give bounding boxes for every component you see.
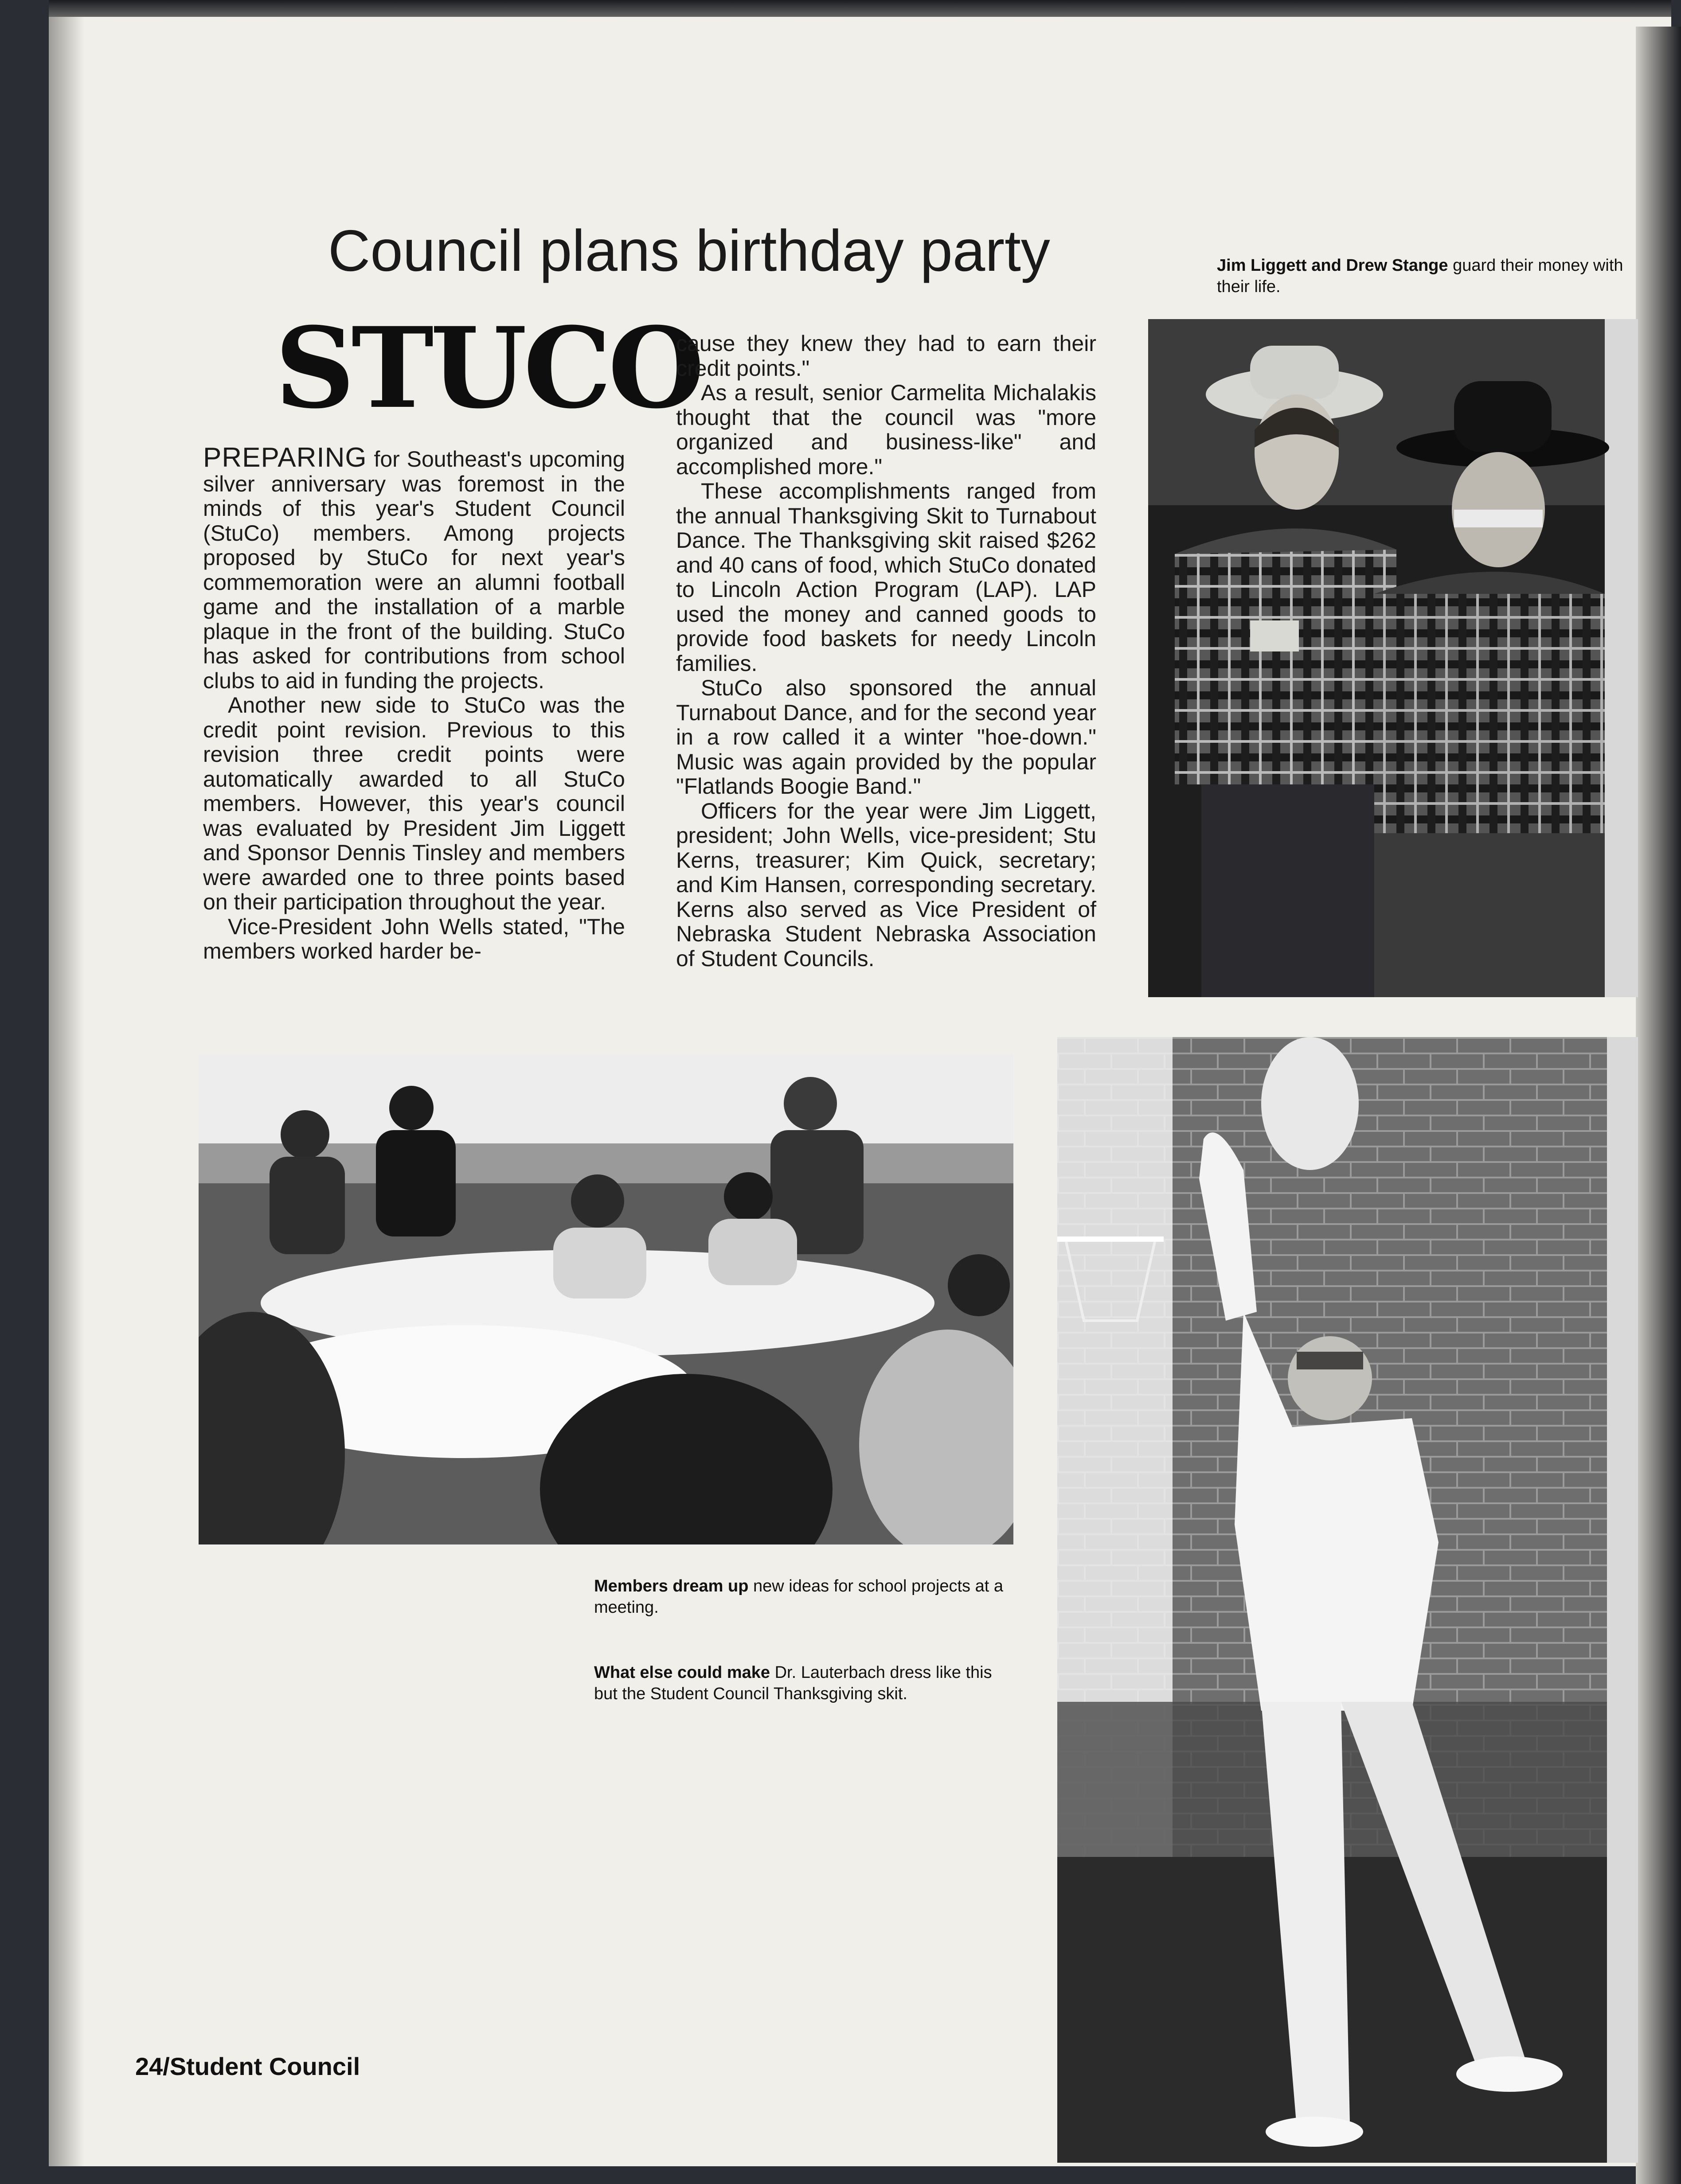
- article-column-left: [203, 442, 625, 964]
- photo-cowboys: [1148, 319, 1638, 997]
- article-column-right: [676, 332, 1096, 971]
- article-paragraph: As a result, senior Carmelita Michalakis thought that the council was "more organized and business-like" and accomplished more.": [676, 380, 1096, 479]
- article-paragraph: [203, 442, 625, 693]
- article-paragraph: cause they knew they had to earn their credit points.": [676, 331, 1096, 381]
- article-paragraph: StuCo also sponsored the annual Turnabout Dance, and for the second year in a row called it a winter "hoe-down." Music was again provided by the popular "Flatlands Boogie Band.": [676, 675, 1096, 799]
- caption-bold: What else could make: [594, 1663, 770, 1682]
- page-footer: 24/Student Council: [135, 2052, 360, 2080]
- spine-shadow: [49, 17, 84, 2166]
- headline: Council plans birthday party: [328, 218, 1050, 283]
- article-paragraph: Vice-President John Wells stated, "The members worked harder be-: [203, 914, 625, 963]
- caption-text: guard their money with their life.: [1217, 256, 1623, 296]
- caption-bold: Jim Liggett and Drew Stange: [1217, 256, 1448, 275]
- caption-meeting: [594, 1576, 1015, 1618]
- photo-skit: [1057, 1037, 1638, 2163]
- stuco-logo: STUCO: [275, 303, 701, 433]
- page-right-edge: [1636, 27, 1681, 2184]
- article-paragraph: These accomplishments ranged from the annual Thanksgiving Skit to Turnabout Dance. The Thanksgiving skit raised $262 and 40 cans of food, which StuCo donated to Lincoln Action Program (LAP). LAP used the money and canned goods to provide food baskets for needy Lincoln families.: [676, 479, 1096, 676]
- article-lead-word: PREPARING: [203, 442, 367, 473]
- article-paragraph: Another new side to StuCo was the credit point revision. Previous to this revision three credit points were automatically awarded to all StuCo members. However, this year's council was evaluated by President Jim Liggett and Sponsor Dennis Tinsley and members were awarded one to three points based on their participation throughout the year.: [203, 693, 625, 914]
- article-text: for Southeast's upcoming silver anniversary was foremost in the minds of this year's Student Council (StuCo) members. Among projects proposed by StuCo for next year's commemoration were an alumni football game and the installation of a marble plaque in the front of the building. StuCo has asked for contributions from school clubs to aid in funding the projects.: [203, 447, 625, 693]
- caption-cowboys: [1217, 255, 1656, 297]
- photo-meeting: [199, 1055, 1013, 1544]
- article-paragraph: Officers for the year were Jim Liggett, president; John Wells, vice-president; Stu Kerns, treasurer; Kim Quick, secretary; and Kim Hansen, corresponding secretary. Kerns also served as Vice President of Nebraska Student Nebraska Association of Student Councils.: [676, 798, 1096, 971]
- caption-text: Dr. Lauterbach dress like this but the Student Council Thanksgiving skit.: [594, 1663, 992, 1703]
- caption-skit: [594, 1662, 1015, 1704]
- caption-text: new ideas for school projects at a meeting.: [594, 1577, 1003, 1617]
- caption-bold: Members dream up: [594, 1577, 749, 1595]
